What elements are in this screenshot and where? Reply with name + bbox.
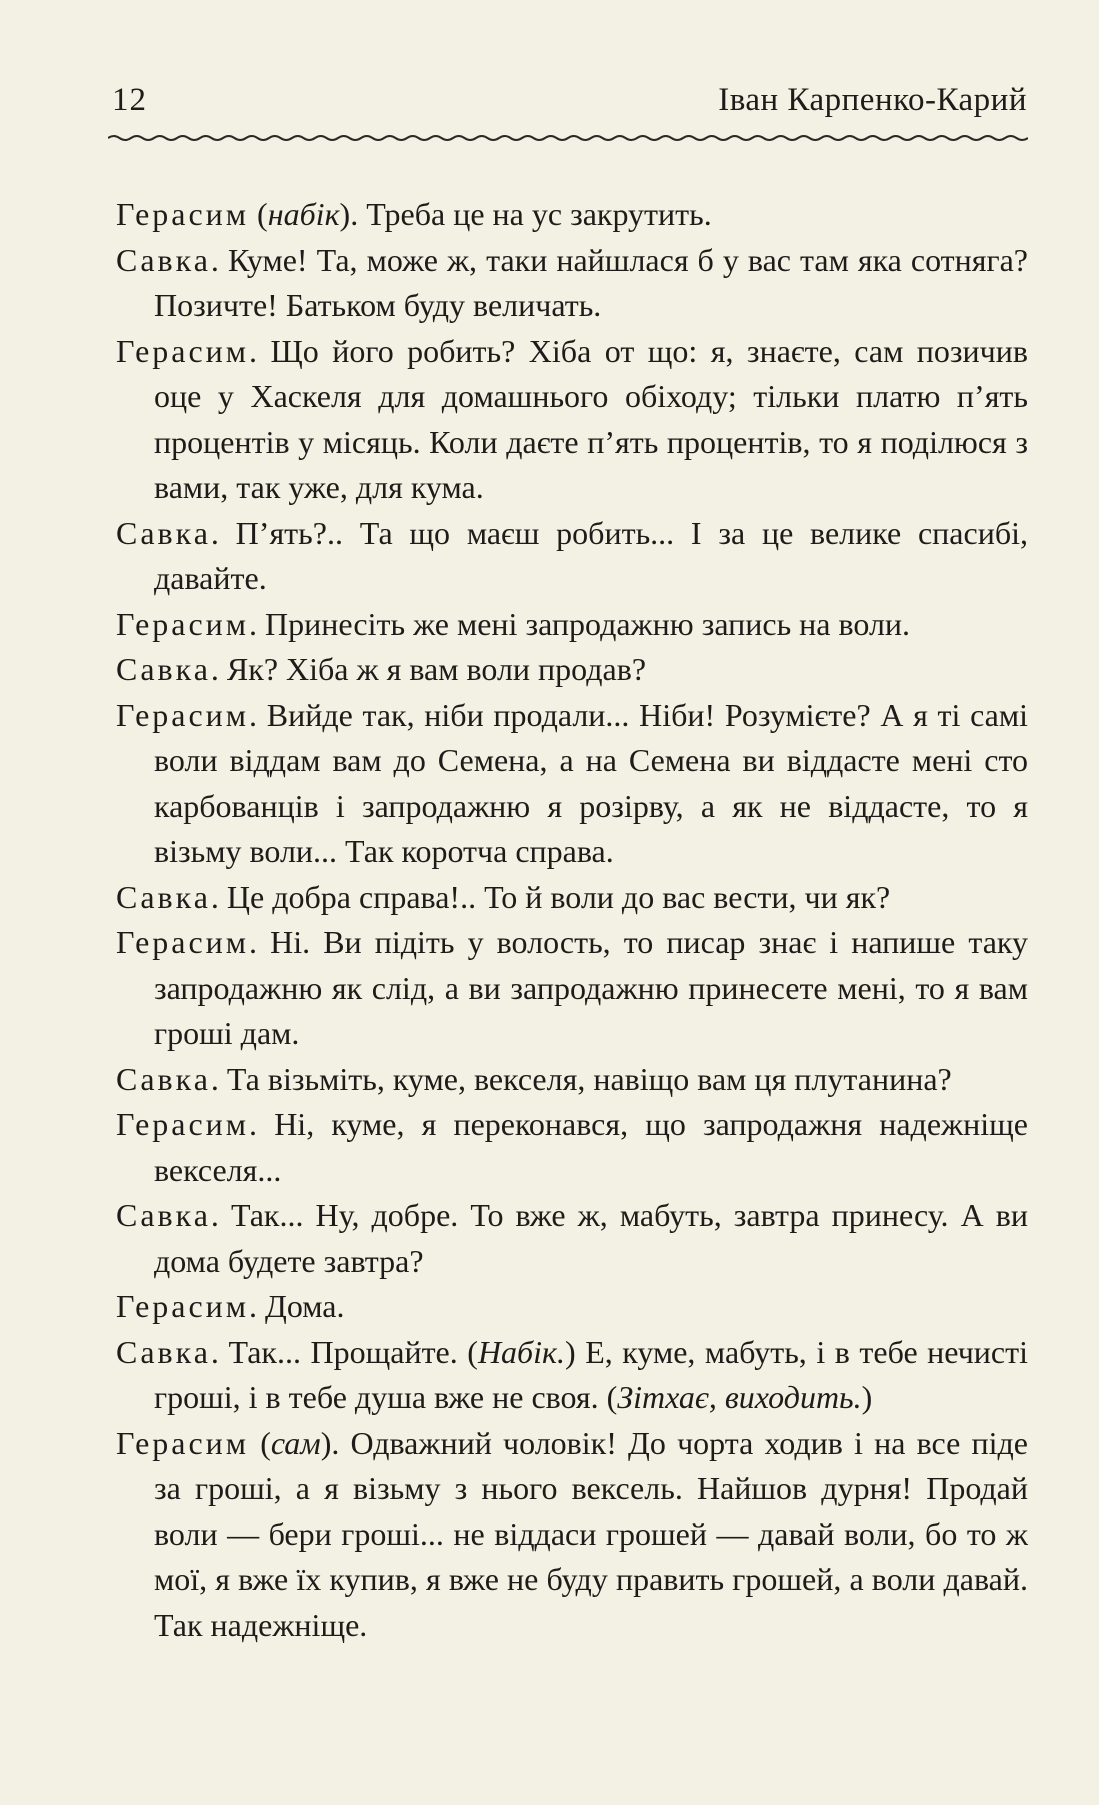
speaker-name: Савка bbox=[116, 1060, 211, 1097]
dialogue-line bbox=[116, 875, 1028, 921]
dialogue-text-segment: ) Е, куме, мабуть, і в тебе нечисті гроші, і в тебе душа вже не своя. ( bbox=[154, 1333, 1028, 1415]
speaker-name: Герасим bbox=[116, 924, 250, 960]
wavy-divider bbox=[108, 128, 1028, 148]
dialogue-text-segment: ( bbox=[249, 1424, 271, 1461]
dialogue-text-segment: . Дома. bbox=[249, 1288, 345, 1324]
dialogue-text-segment: . Як? Хіба ж я вам воли продав? bbox=[210, 651, 647, 687]
dialogue-text-segment: . Вийде так, ніби продали... Ніби! Розумієте? А я ті самі воли віддам вам до Семена, а на Семена ви віддасте мені сто карбованців і запродажню я розірву, а як не віддасте, то я візьму воли... Так коротча справа. bbox=[154, 696, 1028, 869]
page-header bbox=[112, 82, 1027, 128]
dialogue-text-segment: . Ні, куме, я переконався, що запродажня надежніще векселя... bbox=[154, 1106, 1028, 1188]
running-title: Іван Карпенко-Карий bbox=[718, 82, 1027, 118]
dialogue-line bbox=[116, 1421, 1028, 1649]
dialogue-line bbox=[116, 238, 1028, 329]
dialogue-line bbox=[116, 1102, 1028, 1193]
speaker-name: Герасим bbox=[116, 1288, 250, 1324]
dialogue-text-segment: . П’ять?.. Та що маєш робить... І за це велике спасибі, давайте. bbox=[154, 514, 1028, 596]
dialogue-line bbox=[116, 1330, 1028, 1421]
speaker-name: Герасим bbox=[116, 332, 250, 369]
speaker-name: Савка bbox=[116, 514, 211, 551]
page-number: 12 bbox=[112, 82, 147, 118]
dialogue-text-segment: ( bbox=[249, 196, 268, 232]
speaker-name: Савка bbox=[116, 241, 211, 278]
speaker-name: Герасим bbox=[116, 1106, 250, 1142]
dialogue-text-segment: . Так... Ну, добре. То вже ж, мабуть, завтра принесу. А ви дома будете завтра? bbox=[154, 1197, 1028, 1279]
dialogue-line bbox=[116, 693, 1028, 875]
dialogue-line bbox=[116, 647, 1028, 693]
dialogue-line bbox=[116, 1284, 1028, 1330]
dialogue-line bbox=[116, 920, 1028, 1057]
speaker-name: Савка bbox=[116, 1333, 211, 1370]
stage-direction: набік bbox=[267, 196, 340, 232]
dialogue-line bbox=[116, 192, 1028, 238]
dialogue-text-segment: . Що його робить? Хіба от що: я, знаєте, сам позичив оце у Хаскеля для домашнього обіходу; тільки платю п’ять процентів у місяць. Коли даєте п’ять процентів, то я поділюся з вами, так уже, для кума. bbox=[154, 332, 1028, 505]
speaker-name: Савка bbox=[116, 878, 211, 915]
dialogue-line bbox=[116, 1193, 1028, 1284]
speaker-name: Савка bbox=[116, 651, 211, 687]
speaker-name: Герасим bbox=[116, 1424, 250, 1461]
dialogue-text-segment: . Ні. Ви підіть у волость, то писар знає і напише таку запродажню як слід, а ви запродажню принесете мені, то я вам гроші дам. bbox=[154, 924, 1028, 1051]
dialogue-text-segment: . Це добра справа!.. То й воли до вас вести, чи як? bbox=[210, 878, 891, 915]
dialogue-text-segment: ). Одважний чоловік! До чорта ходив і на все піде за гроші, а я візьму з нього вексель. Найшов дурня! Продай воли — бери гроші... не віддаси грошей — давай воли, бо то ж мої, я вже їх купив, я вже не буду править грошей, а воли давай. Так надежніще. bbox=[154, 1424, 1029, 1643]
speaker-name: Герасим bbox=[116, 696, 250, 733]
dialogue-text bbox=[116, 192, 1028, 1648]
dialogue-line bbox=[116, 602, 1028, 648]
stage-direction: Зітхає, виходить. bbox=[617, 1379, 862, 1415]
dialogue-text-segment: . Принесіть же мені запродажню запись на воли. bbox=[249, 605, 911, 642]
stage-direction: Набік. bbox=[477, 1333, 565, 1370]
speaker-name: Герасим bbox=[116, 605, 250, 642]
dialogue-text-segment: . Та візьміть, куме, векселя, навіщо вам ця плутанина? bbox=[210, 1060, 952, 1097]
dialogue-line bbox=[116, 1057, 1028, 1103]
stage-direction: сам bbox=[270, 1424, 321, 1461]
speaker-name: Герасим bbox=[116, 196, 250, 232]
dialogue-text-segment: ). Треба це на ус закрутить. bbox=[339, 196, 712, 232]
dialogue-text-segment: . Так... Прощайте. ( bbox=[210, 1333, 478, 1370]
dialogue-line bbox=[116, 329, 1028, 511]
speaker-name: Савка bbox=[116, 1197, 211, 1233]
dialogue-line bbox=[116, 511, 1028, 602]
dialogue-text-segment: . Куме! Та, може ж, таки найшлася б у вас там яка сотняга? Позичте! Батьком буду величать. bbox=[154, 241, 1028, 323]
dialogue-text-segment: ) bbox=[861, 1379, 873, 1415]
